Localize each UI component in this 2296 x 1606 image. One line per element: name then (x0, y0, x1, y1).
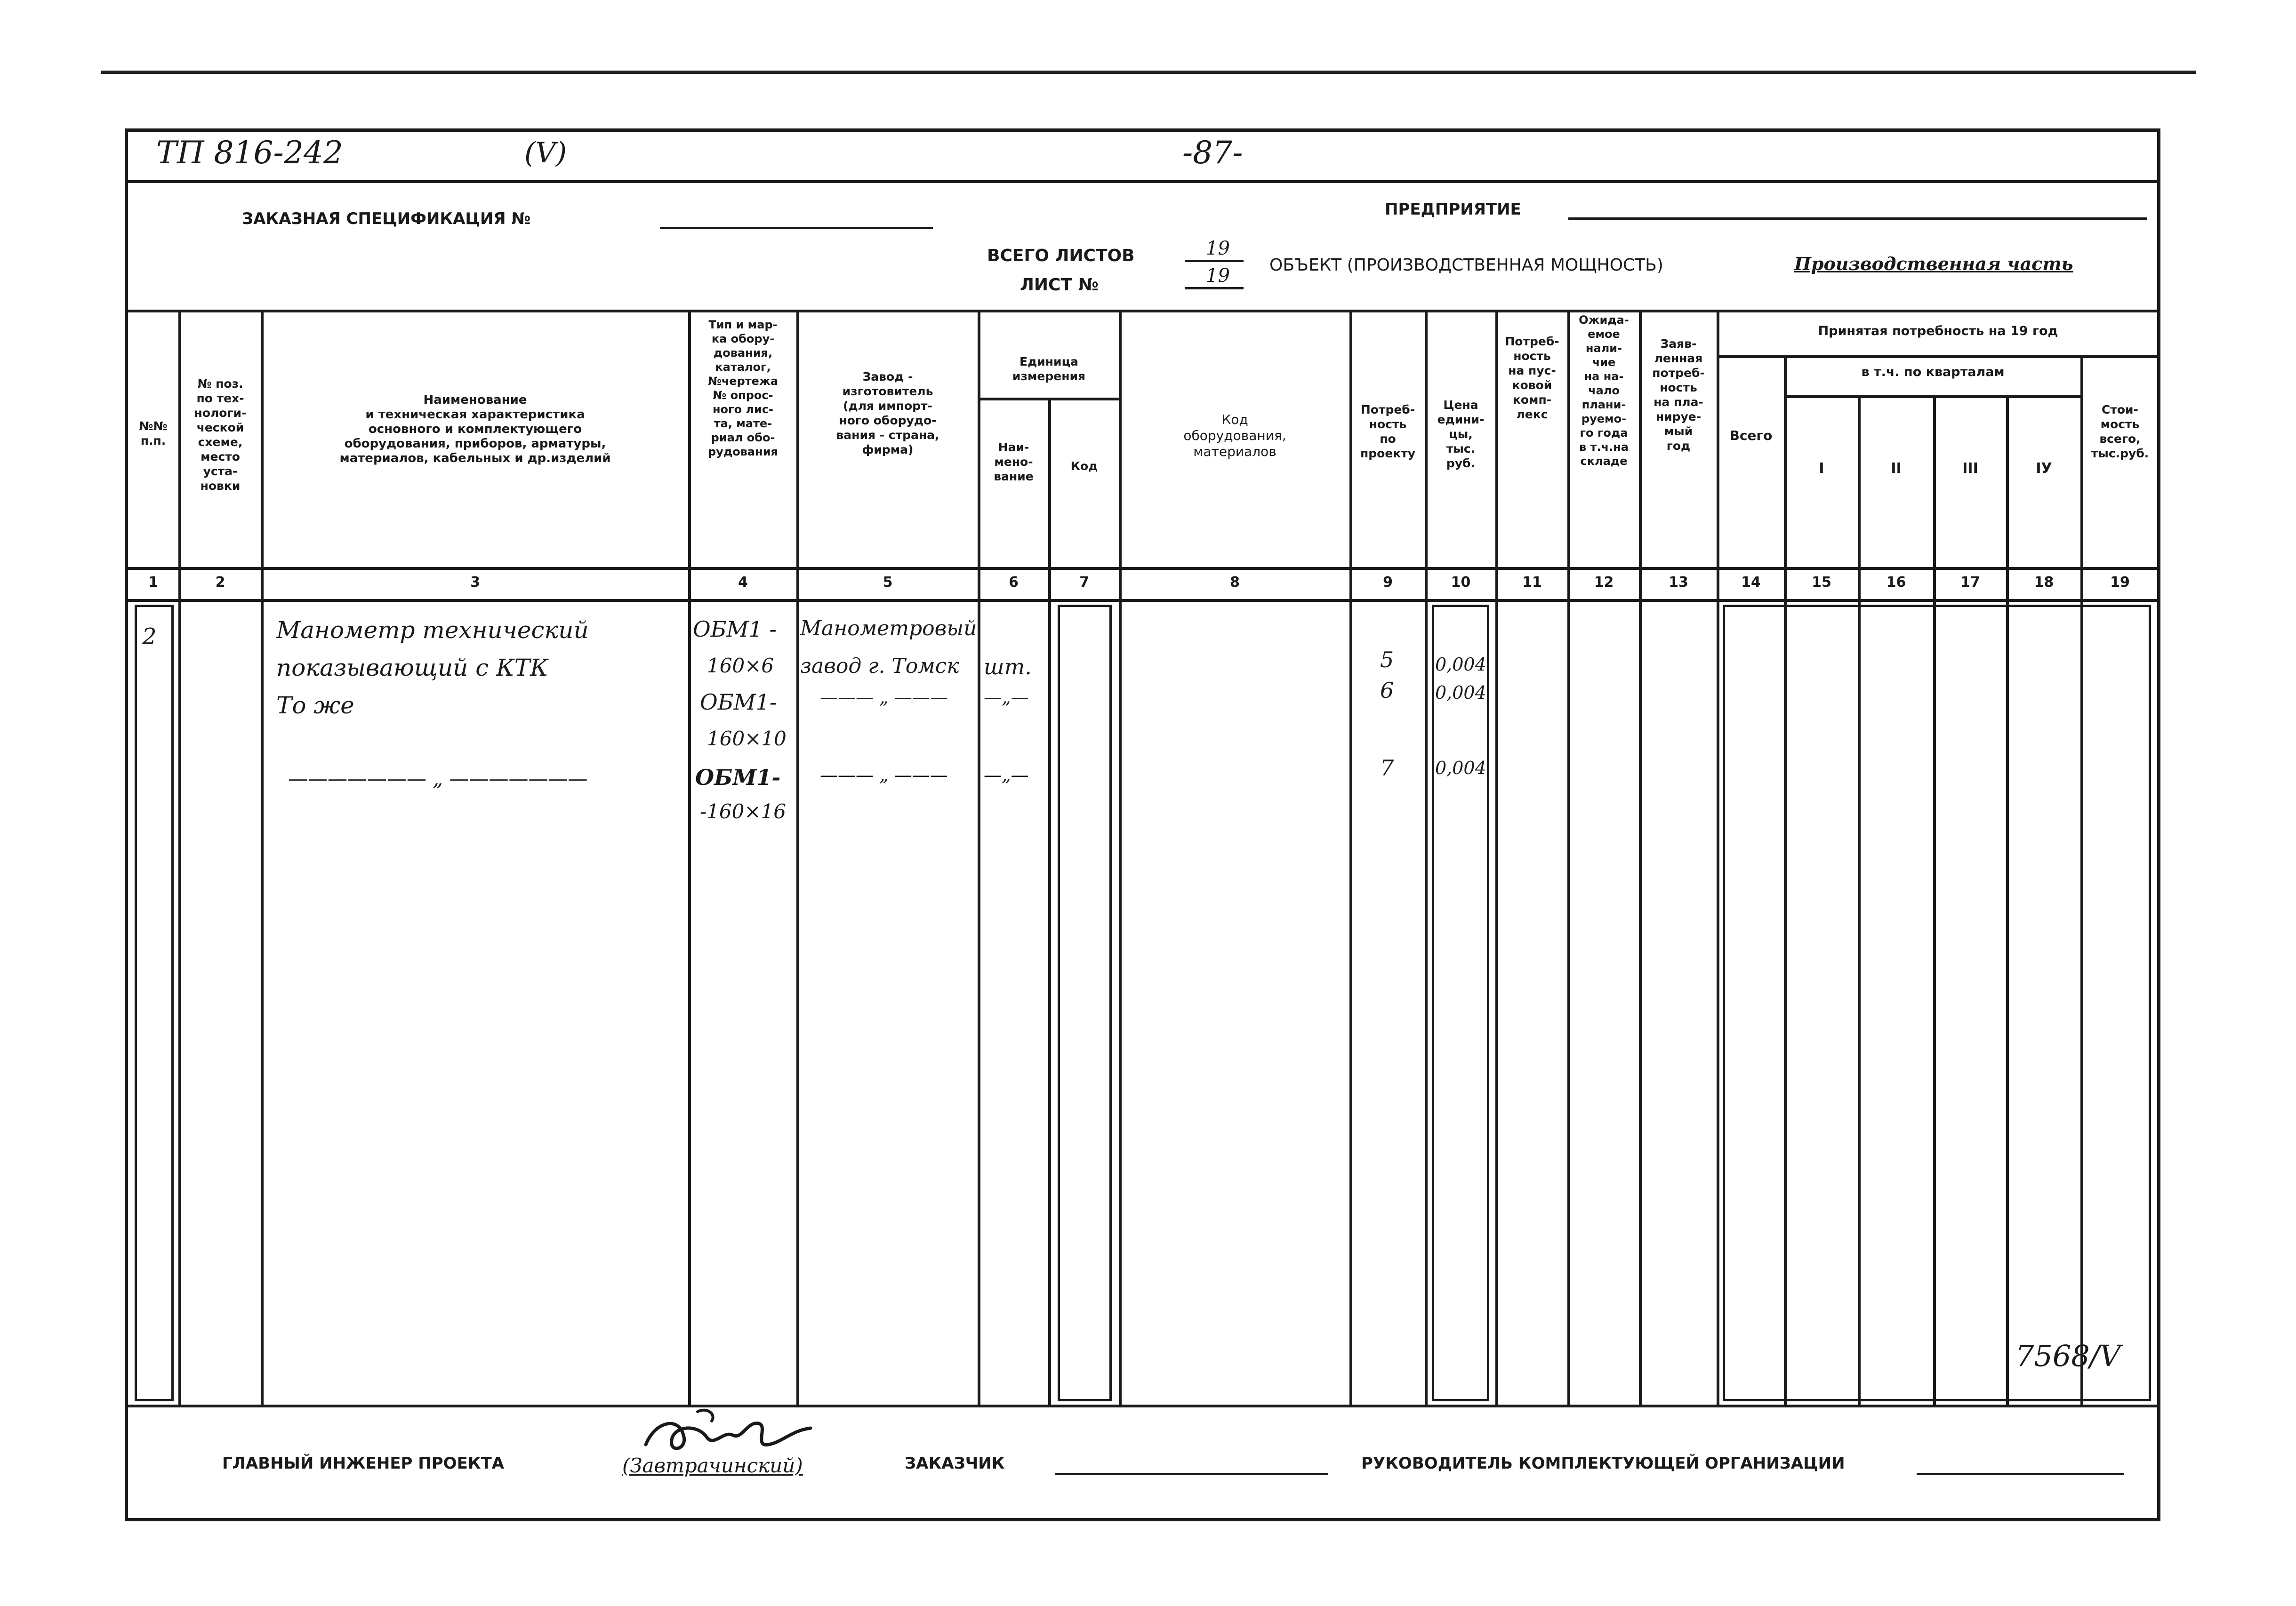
col-16-number: 16 (1886, 574, 1906, 591)
qty-3: 7 (1380, 755, 1394, 781)
col-12-title: Ожида- емое нали- чие на на- чало плани- руемо- го года в т.ч.на складе (1579, 313, 1629, 468)
code-box (1058, 605, 1112, 1401)
col-12-number: 12 (1594, 574, 1614, 591)
col-4-title: Тип и мар- ка обору- дования, каталог, №чертежа № опрос- ного лис- та, мате- риал обо- рудования (707, 318, 779, 458)
album-number: (V) (524, 136, 567, 169)
col-8-title: Код оборудования, материалов (1183, 412, 1286, 459)
object-value: Производственная часть (1794, 253, 2073, 274)
maker-line-4: ——— „ ——— (820, 765, 948, 785)
col-3-number: 3 (470, 574, 480, 591)
type-line-5: ОБМ1- (695, 765, 781, 790)
col-14-title: Всего (1729, 428, 1773, 443)
col-13-title: Заяв- ленная потреб- ность на пла- нируе- мый год (1652, 337, 1705, 453)
type-line-1: ОБМ1 - (693, 616, 777, 642)
col-line-11 (1567, 310, 1570, 1406)
name-line-1: Манометр технический (276, 616, 589, 644)
col-7-number: 7 (1079, 574, 1089, 591)
specification-frame (125, 128, 2160, 1521)
col-19-title: Стои- мость всего, тыс.руб. (2091, 403, 2149, 460)
col-6-number: 6 (1009, 574, 1019, 591)
col-5-title: Завод - изготовитель (для импорт- ного оборудо- вания - страна, фирма) (836, 370, 939, 456)
unit-line-3: —„— (984, 765, 1029, 785)
qty-2: 6 (1380, 678, 1394, 703)
col-19-number: 19 (2110, 574, 2130, 591)
col-line-10 (1495, 310, 1498, 1406)
col-10-number: 10 (1451, 574, 1471, 591)
quarters-group-rule (1784, 395, 2080, 398)
col-10-title: Цена едини- цы, тыс. руб. (1437, 398, 1485, 470)
customer-label: ЗАКАЗЧИК (905, 1454, 1005, 1473)
unit-line-2: —„— (984, 687, 1029, 708)
col-9-title: Потреб- ность по проекту (1360, 403, 1416, 460)
accepted-group-title: Принятая потребность на 19 год (1818, 324, 2058, 338)
page-number: -87- (1182, 135, 1243, 171)
quarters-group-title: в т.ч. по кварталам (1861, 365, 2005, 379)
document-id: ТП 816-242 (156, 135, 343, 171)
price-2: 0,004 (1435, 682, 1486, 703)
sheet-line (1185, 287, 1244, 289)
enterprise-label: ПРЕДПРИЯТИЕ (1385, 200, 1521, 219)
maker-line-2: завод г. Томск (800, 654, 959, 678)
col-8-number: 8 (1230, 574, 1240, 591)
col-4-number: 4 (738, 574, 748, 591)
top-strip-rule (128, 180, 2158, 183)
col-17-number: 17 (1960, 574, 1980, 591)
archive-number: 7568/V (2015, 1339, 2121, 1373)
type-line-3: ОБМ1- (700, 689, 777, 715)
maker-line-3: ——— „ ——— (820, 687, 948, 708)
col-15-number: 15 (1812, 574, 1831, 591)
column-number-rule-top (128, 567, 2158, 570)
col-11-number: 11 (1522, 574, 1542, 591)
type-line-4: 160×10 (707, 727, 787, 750)
col-line-6 (1048, 398, 1051, 1406)
total-sheets-value: 19 (1206, 238, 1230, 259)
row-number: 2 (142, 623, 157, 650)
col-17-title: III (1962, 460, 1978, 477)
organization-head-line (1917, 1473, 2124, 1475)
type-line-6: -160×16 (700, 800, 786, 823)
object-label: ОБЪЕКТ (ПРОИЗВОДСТВЕННАЯ МОЩНОСТЬ) (1269, 256, 1663, 275)
qty-1: 5 (1380, 647, 1394, 672)
col-line-7 (1119, 310, 1122, 1406)
col-5-number: 5 (883, 574, 893, 591)
col-line-2 (261, 310, 264, 1406)
accepted-box (1723, 605, 2151, 1401)
col-2-title: № поз. по тех- нологи- ческой схеме, место уста- новки (194, 377, 247, 493)
col-line-9 (1425, 310, 1428, 1406)
col-line-4 (796, 310, 799, 1406)
price-1: 0,004 (1435, 654, 1486, 675)
name-line-4: ——————— „ ——————— (288, 767, 588, 790)
chief-engineer-name: (Завтрачинский) (622, 1454, 803, 1477)
spec-title: ЗАКАЗНАЯ СПЕЦИФИКАЦИЯ № (242, 209, 531, 228)
col-9-number: 9 (1383, 574, 1393, 591)
price-3: 0,004 (1435, 758, 1486, 778)
sheet-label: ЛИСТ № (1020, 275, 1099, 295)
total-sheets-label: ВСЕГО ЛИСТОВ (987, 246, 1135, 265)
col-2-number: 2 (215, 574, 225, 591)
col-14-number: 14 (1741, 574, 1761, 591)
header-rule (128, 310, 2158, 312)
customer-line (1055, 1473, 1328, 1475)
col-1-number: 1 (148, 574, 158, 591)
col-line-12 (1639, 310, 1642, 1406)
total-sheets-line (1185, 260, 1244, 262)
unit-line-1: шт. (984, 654, 1032, 679)
col-13-number: 13 (1669, 574, 1688, 591)
name-line-2: показывающий с КТК (276, 654, 548, 681)
col-line-8 (1349, 310, 1352, 1406)
chief-engineer-label: ГЛАВНЫЙ ИНЖЕНЕР ПРОЕКТА (222, 1454, 505, 1473)
col-16-title: II (1891, 460, 1902, 477)
col-1-title: №№ п.п. (139, 419, 168, 447)
name-line-3: То же (276, 692, 354, 719)
spec-number-line (660, 227, 933, 229)
col-18-number: 18 (2034, 574, 2054, 591)
col-18-title: IУ (2036, 460, 2052, 477)
enterprise-line (1568, 217, 2147, 220)
footer-rule (128, 1405, 2158, 1407)
maker-line-1: Манометровый (800, 616, 977, 640)
page-top-rule (101, 71, 2196, 74)
price-box (1432, 605, 1489, 1401)
col-15-title: I (1819, 460, 1824, 477)
accepted-group-rule (1717, 355, 2159, 358)
col-7-title: Код (1070, 459, 1098, 473)
column-number-rule-bottom (128, 599, 2158, 602)
col-line-3 (688, 310, 691, 1406)
type-line-2: 160×6 (707, 654, 774, 677)
row-number-box (135, 605, 174, 1401)
unit-group-title: Единица измерения (1012, 355, 1086, 383)
col-3-title: Наименование и техническая характеристика основного и комплектующего оборудования, приборов, арматуры, материалов, кабельных и др.изделий (339, 393, 611, 465)
organization-head-label: РУКОВОДИТЕЛЬ КОМПЛЕКТУЮЩЕЙ ОРГАНИЗАЦИИ (1361, 1454, 1845, 1473)
col-11-title: Потреб- ность на пус- ковой комп- лекс (1505, 335, 1559, 421)
col-6-title: Наи- мено- вание (994, 440, 1034, 483)
sheet-value: 19 (1206, 265, 1230, 287)
col-line-13 (1717, 310, 1719, 1406)
